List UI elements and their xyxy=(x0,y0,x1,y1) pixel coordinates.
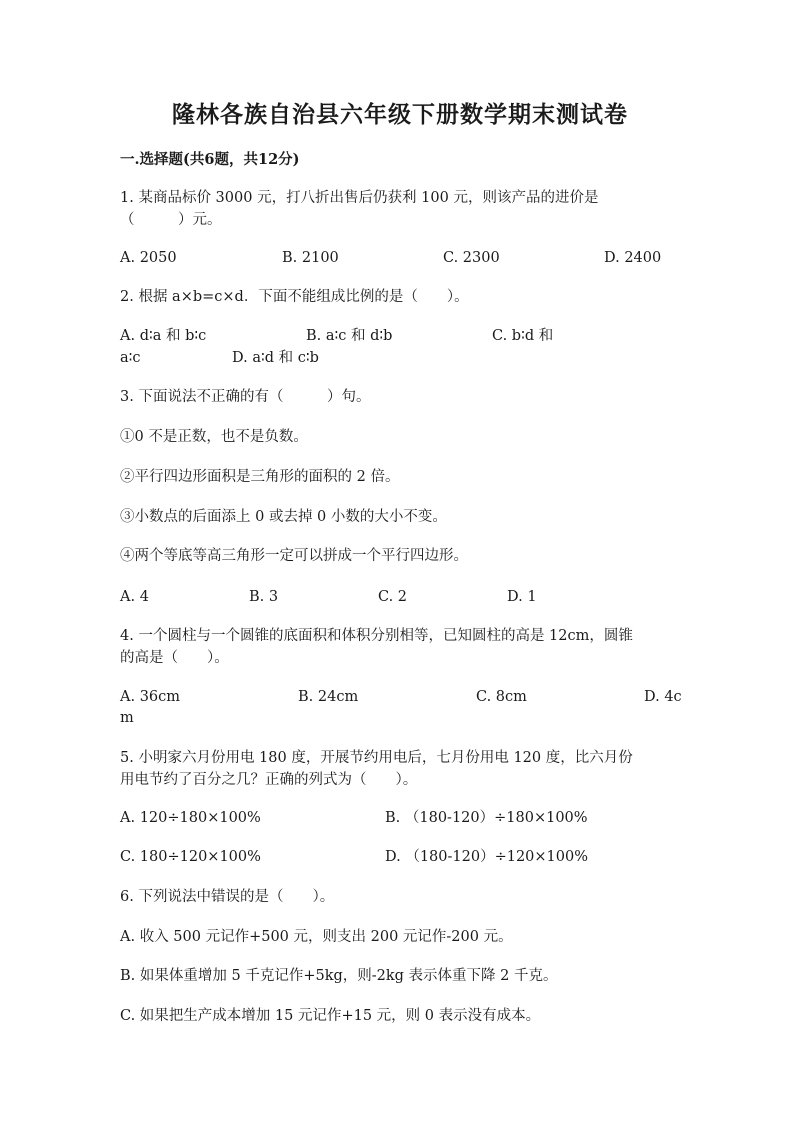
q4-text-line2: 的高是（ ）。 xyxy=(120,650,229,666)
q5-option-b: B. （180-120）÷180×100% xyxy=(385,810,588,826)
q1-option-a: A. 2050 xyxy=(120,250,177,266)
q4-option-b: B. 24cm xyxy=(298,689,359,705)
q3-statement-2: ②平行四边形面积是三角形的面积的 2 倍。 xyxy=(120,469,400,485)
q3-option-c: C. 2 xyxy=(378,589,408,605)
q1-option-c: C. 2300 xyxy=(443,250,500,266)
q4-option-a: A. 36cm xyxy=(120,689,181,705)
q3-statement-3: ③小数点的后面添上 0 或去掉 0 小数的大小不变。 xyxy=(120,509,447,525)
q6-option-a: A. 收入 500 元记作+500 元，则支出 200 元记作-200 元。 xyxy=(120,929,513,945)
q3-option-d: D. 1 xyxy=(507,589,537,605)
q5-option-c: C. 180÷120×100% xyxy=(120,849,261,865)
q3-option-a: A. 4 xyxy=(120,589,149,605)
q5-option-d: D. （180-120）÷120×100% xyxy=(385,849,589,865)
q3-option-b: B. 3 xyxy=(249,589,279,605)
q2-option-a: A. d∶a 和 b∶c xyxy=(120,328,207,344)
q3-text: 3. 下面说法不正确的有（ ）句。 xyxy=(120,389,371,405)
section-heading: 一.选择题(共6题，共12分) xyxy=(120,151,300,168)
q2-text: 2. 根据 a×b=c×d．下面不能组成比例的是（ ）。 xyxy=(120,289,469,305)
q5-text-line2: 用电节约了百分之几？正确的列式为（ ）。 xyxy=(120,772,418,788)
q1-text-line1: 1. 某商品标价 3000 元，打八折出售后仍获利 100 元，则该产品的进价是 xyxy=(120,190,599,206)
q4-option-d: D. 4c xyxy=(644,689,682,705)
q2-option-c-wrap: a∶c xyxy=(120,350,141,366)
q1-option-b: B. 2100 xyxy=(282,250,339,266)
q4-text-line1: 4. 一个圆柱与一个圆锥的底面积和体积分别相等，已知圆柱的高是 12cm，圆锥 xyxy=(120,628,633,644)
q3-statement-1: ①0 不是正数，也不是负数。 xyxy=(120,429,308,445)
q4-option-c: C. 8cm xyxy=(476,689,527,705)
q4-option-d-wrap: m xyxy=(120,710,134,726)
q5-text-line1: 5. 小明家六月份用电 180 度，开展节约用电后，七月份用电 120 度，比六月份 xyxy=(120,750,633,766)
q2-option-c: C. b∶d 和 xyxy=(492,328,554,344)
q6-option-b: B. 如果体重增加 5 千克记作+5kg，则-2kg 表示体重下降 2 千克。 xyxy=(120,968,558,984)
q3-statement-4: ④两个等底等高三角形一定可以拼成一个平行四边形。 xyxy=(120,548,468,564)
q5-option-a: A. 120÷180×100% xyxy=(120,810,261,826)
q2-option-d: D. a∶d 和 c∶b xyxy=(232,350,319,366)
q1-text-line2: （ ）元。 xyxy=(120,212,222,228)
q6-text: 6. 下列说法中错误的是（ ）。 xyxy=(120,889,335,905)
q6-option-c: C. 如果把生产成本增加 15 元记作+15 元，则 0 表示没有成本。 xyxy=(120,1008,541,1024)
q1-option-d: D. 2400 xyxy=(604,250,662,266)
exam-title: 隆林各族自治县六年级下册数学期末测试卷 xyxy=(172,101,628,128)
q2-option-b: B. a∶c 和 d∶b xyxy=(306,328,393,344)
